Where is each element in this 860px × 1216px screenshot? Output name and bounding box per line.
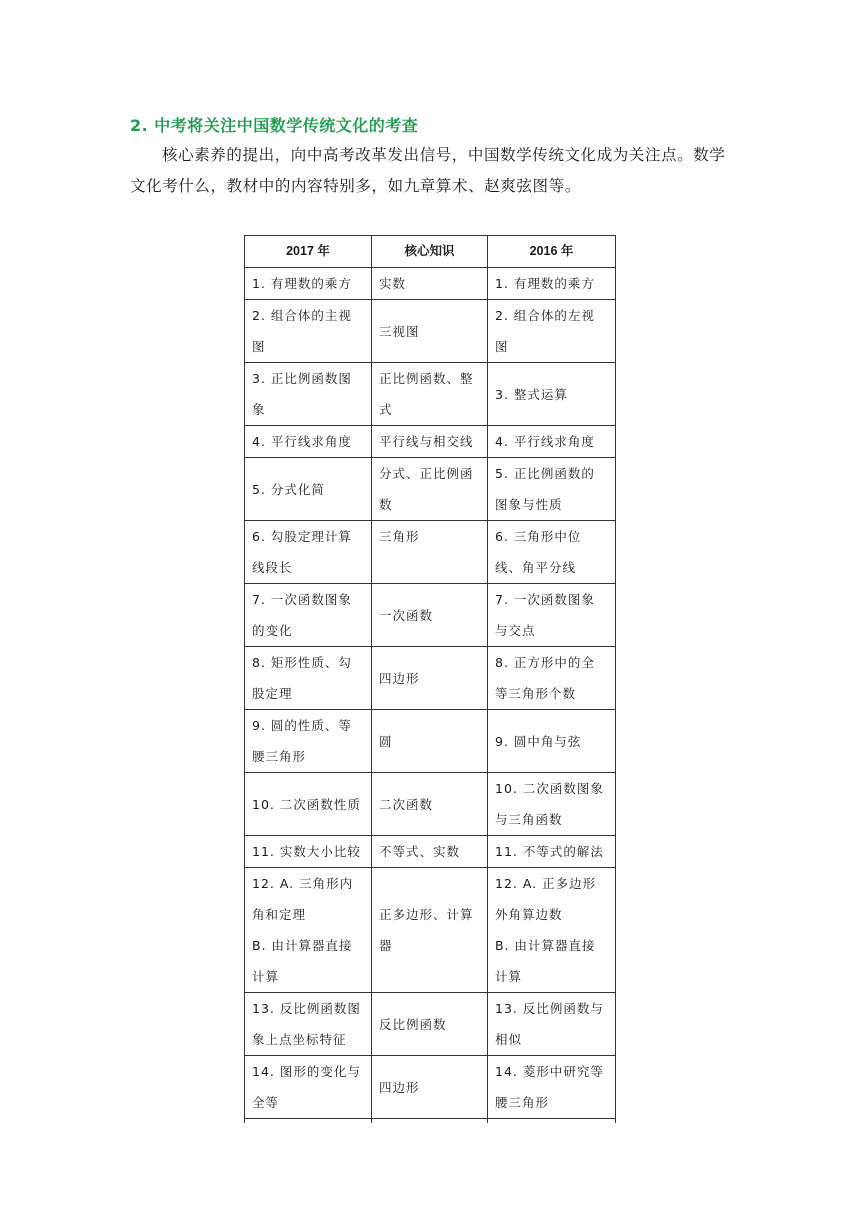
table-continuation-row	[245, 1119, 616, 1124]
cell-2017: 4. 平行线求角度	[245, 426, 372, 458]
cell-2016: 4. 平行线求角度	[488, 426, 616, 458]
comparison-table	[244, 235, 616, 1123]
cell-core: 正多边形、计算器	[372, 868, 488, 993]
cell-continuation	[245, 1119, 372, 1124]
cell-2017: 11. 实数大小比较	[245, 836, 372, 868]
cell-core: 圆	[372, 710, 488, 773]
cell-2017: 5. 分式化简	[245, 458, 372, 521]
cell-2016: 3. 整式运算	[488, 363, 616, 426]
header-core-knowledge: 核心知识	[372, 236, 488, 268]
cell-2016: 6. 三角形中位线、角平分线	[488, 521, 616, 584]
table-row	[245, 521, 616, 584]
table-row	[245, 710, 616, 773]
cell-2017: 12. A. 三角形内角和定理 B. 由计算器直接计算	[245, 868, 372, 993]
table-row	[245, 773, 616, 836]
table-row	[245, 836, 616, 868]
intro-paragraph	[130, 140, 730, 202]
section-heading: 2. 中考将关注中国数学传统文化的考查	[130, 116, 419, 135]
cell-2017: 8. 矩形性质、勾股定理	[245, 647, 372, 710]
cell-2017: 9. 圆的性质、等腰三角形	[245, 710, 372, 773]
cell-core: 二次函数	[372, 773, 488, 836]
cell-2016: 5. 正比例函数的图象与性质	[488, 458, 616, 521]
cell-2016: 7. 一次函数图象与交点	[488, 584, 616, 647]
cell-core: 实数	[372, 268, 488, 300]
cell-2016: 13. 反比例函数与相似	[488, 993, 616, 1056]
table-row	[245, 868, 616, 993]
table-row	[245, 1056, 616, 1119]
cell-core: 三视图	[372, 300, 488, 363]
cell-core: 正比例函数、整式	[372, 363, 488, 426]
cell-2016: 14. 菱形中研究等腰三角形	[488, 1056, 616, 1119]
table-row	[245, 426, 616, 458]
cell-2017: 1. 有理数的乘方	[245, 268, 372, 300]
cell-2017: 7. 一次函数图象的变化	[245, 584, 372, 647]
table-row	[245, 363, 616, 426]
cell-core: 反比例函数	[372, 993, 488, 1056]
cell-2017: 14. 图形的变化与全等	[245, 1056, 372, 1119]
cell-2016: 2. 组合体的左视图	[488, 300, 616, 363]
cell-core: 四边形	[372, 647, 488, 710]
cell-core: 四边形	[372, 1056, 488, 1119]
table-row	[245, 300, 616, 363]
table-row	[245, 584, 616, 647]
intro-text: 核心素养的提出，向中高考改革发出信号，中国数学传统文化成为关注点。数学文化考什么，教材中的内容特别多，如九章算术、赵爽弦图等。	[130, 146, 726, 195]
cell-2017: 13. 反比例函数图象上点坐标特征	[245, 993, 372, 1056]
cell-core: 分式、正比例函数	[372, 458, 488, 521]
cell-2016: 9. 圆中角与弦	[488, 710, 616, 773]
cell-2017: 2. 组合体的主视图	[245, 300, 372, 363]
cell-core: 平行线与相交线	[372, 426, 488, 458]
cell-2016: 11. 不等式的解法	[488, 836, 616, 868]
cell-2016: 1. 有理数的乘方	[488, 268, 616, 300]
header-2017: 2017 年	[245, 236, 372, 268]
header-2016: 2016 年	[488, 236, 616, 268]
cell-core: 不等式、实数	[372, 836, 488, 868]
cell-2017: 10. 二次函数性质	[245, 773, 372, 836]
cell-2016: 8. 正方形中的全等三角形个数	[488, 647, 616, 710]
table-row	[245, 458, 616, 521]
cell-core: 一次函数	[372, 584, 488, 647]
cell-continuation	[372, 1119, 488, 1124]
cell-core: 三角形	[372, 521, 488, 584]
cell-continuation	[488, 1119, 616, 1124]
cell-2016: 12. A. 正多边形外角算边数 B. 由计算器直接计算	[488, 868, 616, 993]
table-row	[245, 647, 616, 710]
cell-2016: 10. 二次函数图象与三角函数	[488, 773, 616, 836]
table-row	[245, 993, 616, 1056]
table-header-row	[245, 236, 616, 268]
cell-2017: 3. 正比例函数图象	[245, 363, 372, 426]
table-row	[245, 268, 616, 300]
cell-2017: 6. 勾股定理计算线段长	[245, 521, 372, 584]
